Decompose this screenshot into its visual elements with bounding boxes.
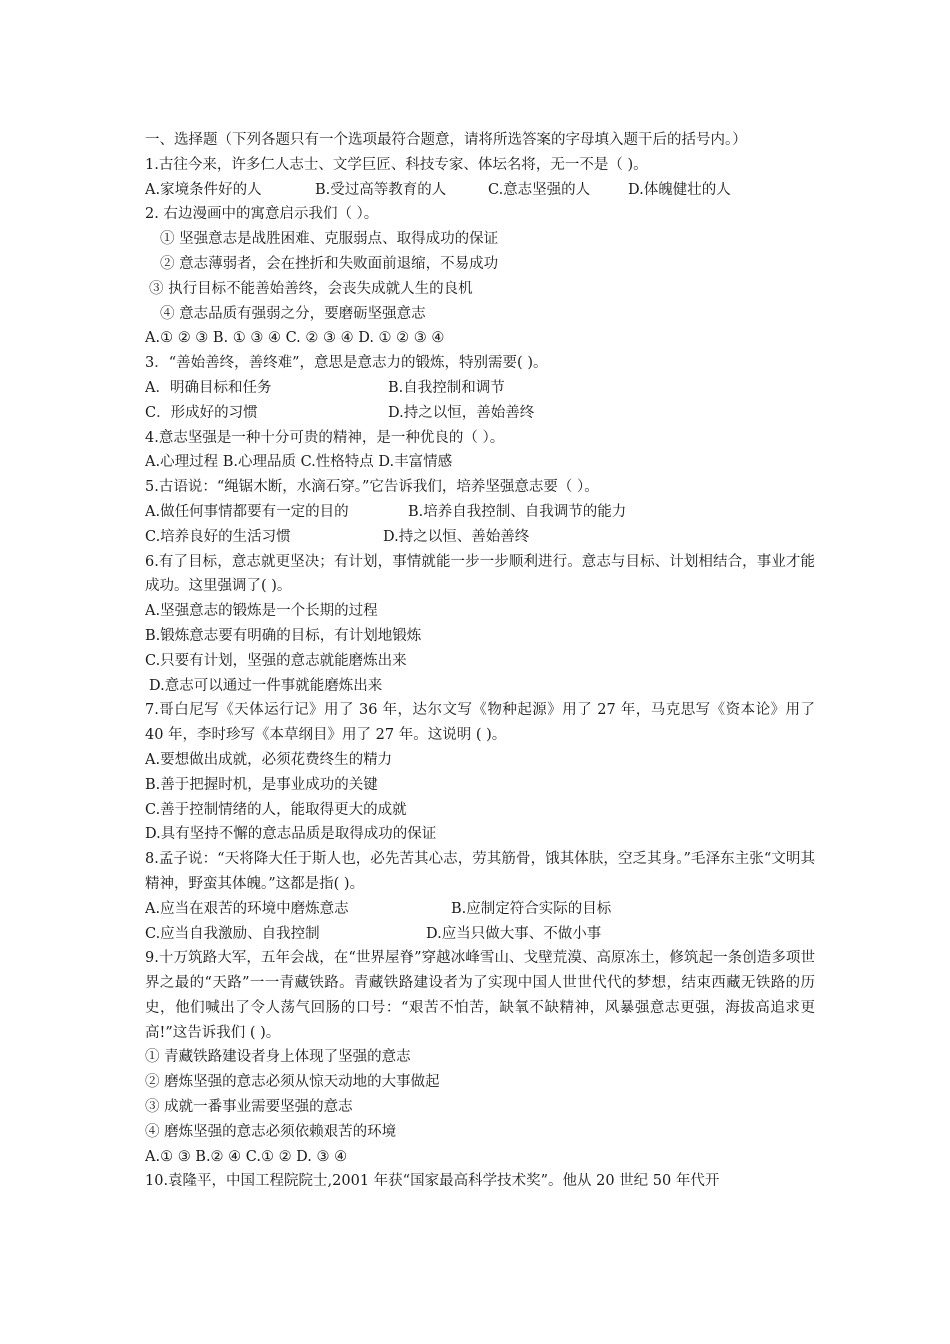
question-1-stem: 1.古往今来，许多仁人志士、文学巨匠、科技专家、体坛名将，无一不是（ )。 (145, 156, 648, 173)
option-d: D.持之以恒，善始善终 (388, 404, 535, 421)
option-a: A.做任何事情都要有一定的目的 (145, 503, 349, 520)
question-5-options-row-1 (145, 500, 815, 525)
question-3-options-row-1 (145, 376, 815, 401)
option-d: D.体魄健壮的人 (628, 181, 731, 198)
option-c: C.只要有计划，坚强的意志就能磨炼出来 (145, 652, 407, 669)
statement-2: ② 意志薄弱者，会在挫折和失败面前退缩，不易成功 (160, 255, 499, 272)
option-b: B.受过高等教育的人 (315, 181, 447, 198)
question-4-stem: 4.意志坚强是一种十分可贵的精神，是一种优良的（ ）。 (145, 429, 505, 446)
question-2-stem: 2. 右边漫画中的寓意启示我们（ ）。 (145, 206, 379, 223)
question-8-stem: 8.孟子说：“天将降大任于斯人也，必先苦其心志，劳其筋骨，饿其体肤，空乏其身。”毛泽东主张“文明其精神，野蛮其体魄。”这都是指( )。 (145, 851, 815, 892)
question-3-options-row-2 (145, 401, 815, 426)
option-b: B.善于把握时机，是事业成功的关键 (145, 776, 378, 793)
option-a: A．明确目标和任务 (145, 379, 272, 396)
question-list (145, 128, 815, 1194)
option-d: D.意志可以通过一件事就能磨炼出来 (149, 677, 383, 694)
statement-3: ③ 执行目标不能善始善终，会丧失成就人生的良机 (149, 280, 473, 297)
question-6-stem: 6.有了目标，意志就更坚决；有计划，事情就能一步一步顺利进行。意志与目标、计划相结合，事业才能成功。这里强调了( )。 (145, 553, 815, 595)
question-2-options: A.① ② ③ B. ① ③ ④ C. ② ③ ④ D. ① ② ③ ④ (145, 330, 445, 347)
option-a: A.坚强意志的锻炼是一个长期的过程 (145, 603, 378, 620)
option-b: B.锻炼意志要有明确的目标，有计划地锻炼 (145, 627, 422, 644)
option-a: A.应当在艰苦的环境中磨炼意志 (145, 900, 349, 917)
option-a: A.要想做出成就，必须花费终生的精力 (145, 751, 393, 768)
question-7-stem: 7.哥白尼写《天体运行记》用了 36 年，达尔文写《物种起源》用了 27 年，马克思写《资本论》用了 40 年，李时珍写《本草纲目》用了 27 年。这说明 ( )。 (145, 702, 815, 744)
option-d: D.持之以恒、善始善终 (383, 528, 530, 545)
option-b: B.培养自我控制、自我调节的能力 (408, 503, 627, 520)
question-9-stem: 9.十万筑路大军，五年会战，在“世界屋脊”穿越冰峰雪山、戈壁荒漠、高原冻土，修筑起一条创造多项世界之最的“天路”一一青藏铁路。青藏铁路建设者为了实现中国人世世代代的梦想，结束西藏无铁路的历史，他们喊出了令人荡气回肠的口号：“艰苦不怕苦，缺氧不缺精神，风暴强意志更强，海拔高追求更高!”这告诉我们 ( )。 (145, 950, 815, 1041)
option-c: C.培养良好的生活习惯 (145, 528, 291, 545)
statement-4: ④ 磨炼坚强的意志必须依赖艰苦的环境 (145, 1123, 397, 1140)
option-b: B.应制定符合实际的目标 (451, 900, 612, 917)
question-3-stem: 3．“善始善终，善终难”，意思是意志力的锻炼，特别需要( )。 (145, 355, 548, 372)
option-c: C．形成好的习惯 (145, 404, 258, 421)
option-c: C.意志坚强的人 (488, 181, 591, 198)
question-8-options-row-2 (145, 922, 815, 947)
question-5-stem: 5.古语说：“绳锯木断，水滴石穿。”它告诉我们，培养坚强意志要（ ）。 (145, 479, 599, 496)
statement-3: ③ 成就一番事业需要坚强的意志 (145, 1099, 353, 1116)
question-4-options: A.心理过程 B.心理品质 C.性格特点 D.丰富情感 (145, 454, 453, 471)
question-5-options-row-2 (145, 525, 815, 550)
option-c: C.善于控制情绪的人，能取得更大的成就 (145, 801, 407, 818)
option-c: C.应当自我激励、自我控制 (145, 925, 320, 942)
section-title: 一、选择题（下列各题只有一个选项最符合题意，请将所选答案的字母填入题干后的括号内。） (145, 132, 747, 148)
statement-1: ① 坚强意志是战胜困难、克服弱点、取得成功的保证 (160, 231, 499, 248)
option-b: B.自我控制和调节 (388, 379, 505, 396)
option-a: A.家境条件好的人 (145, 181, 262, 198)
question-10-stem: 10.袁隆平，中国工程院院士,2001 年获“国家最高科学技术奖”。他从 20 世纪 50 年代开 (145, 1173, 720, 1190)
option-d: D.应当只做大事、不做小事 (426, 925, 602, 942)
question-8-options-row-1 (145, 897, 815, 922)
statement-1: ① 青藏铁路建设者身上体现了坚强的意志 (145, 1049, 411, 1066)
option-d: D.具有坚持不懈的意志品质是取得成功的保证 (145, 826, 437, 843)
question-1-options (145, 178, 815, 203)
statement-4: ④ 意志品质有强弱之分，要磨砺坚强意志 (160, 305, 426, 322)
statement-2: ② 磨炼坚强的意志必须从惊天动地的大事做起 (145, 1074, 440, 1091)
question-9-options: A.① ③ B.② ④ C.① ② D. ③ ④ (145, 1148, 348, 1165)
